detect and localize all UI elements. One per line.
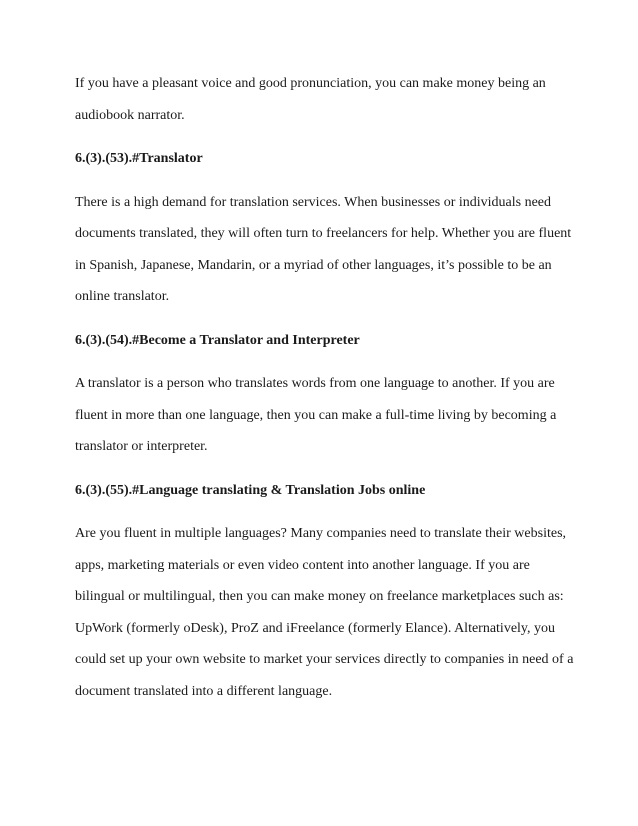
paragraph-multiple-languages: Are you fluent in multiple languages? Many companies need to translate their websites, apps, marketing materials or even video content into another language. If you are bilingual or multilingual, then you can make money on freelance marketplaces such as: UpWork (formerly oDesk), ProZ and iFreelance (formerly Elance). Alternatively, you could set up your own website to market your services directly to companies in need of a document translated into a different language. [75, 526, 574, 699]
heading-translator: 6.(3).(53).#Translator [75, 151, 203, 166]
heading-translation-jobs-online: 6.(3).(55).#Language translating & Translation Jobs online [75, 482, 426, 498]
paragraph-translation-services: There is a high demand for translation services. When businesses or individuals need documents translated, they will often turn to freelancers for help. Whether you are fluent in Spanish, Japanese, Mandarin, or a myriad of other languages, it’s possible to be an online translator. [75, 194, 572, 304]
paragraph-audiobook-narrator: If you have a pleasant voice and good pronunciation, you can make money being an audiobook narrator. [75, 76, 546, 123]
document-body [75, 68, 575, 719]
heading-translator-interpreter: 6.(3).(54).#Become a Translator and Interpreter [75, 332, 360, 348]
paragraph-translator-definition: A translator is a person who translates words from one language to another. If you are fluent in more than one language, then you can make a full-time living by becoming a translator or interpreter. [75, 376, 557, 454]
